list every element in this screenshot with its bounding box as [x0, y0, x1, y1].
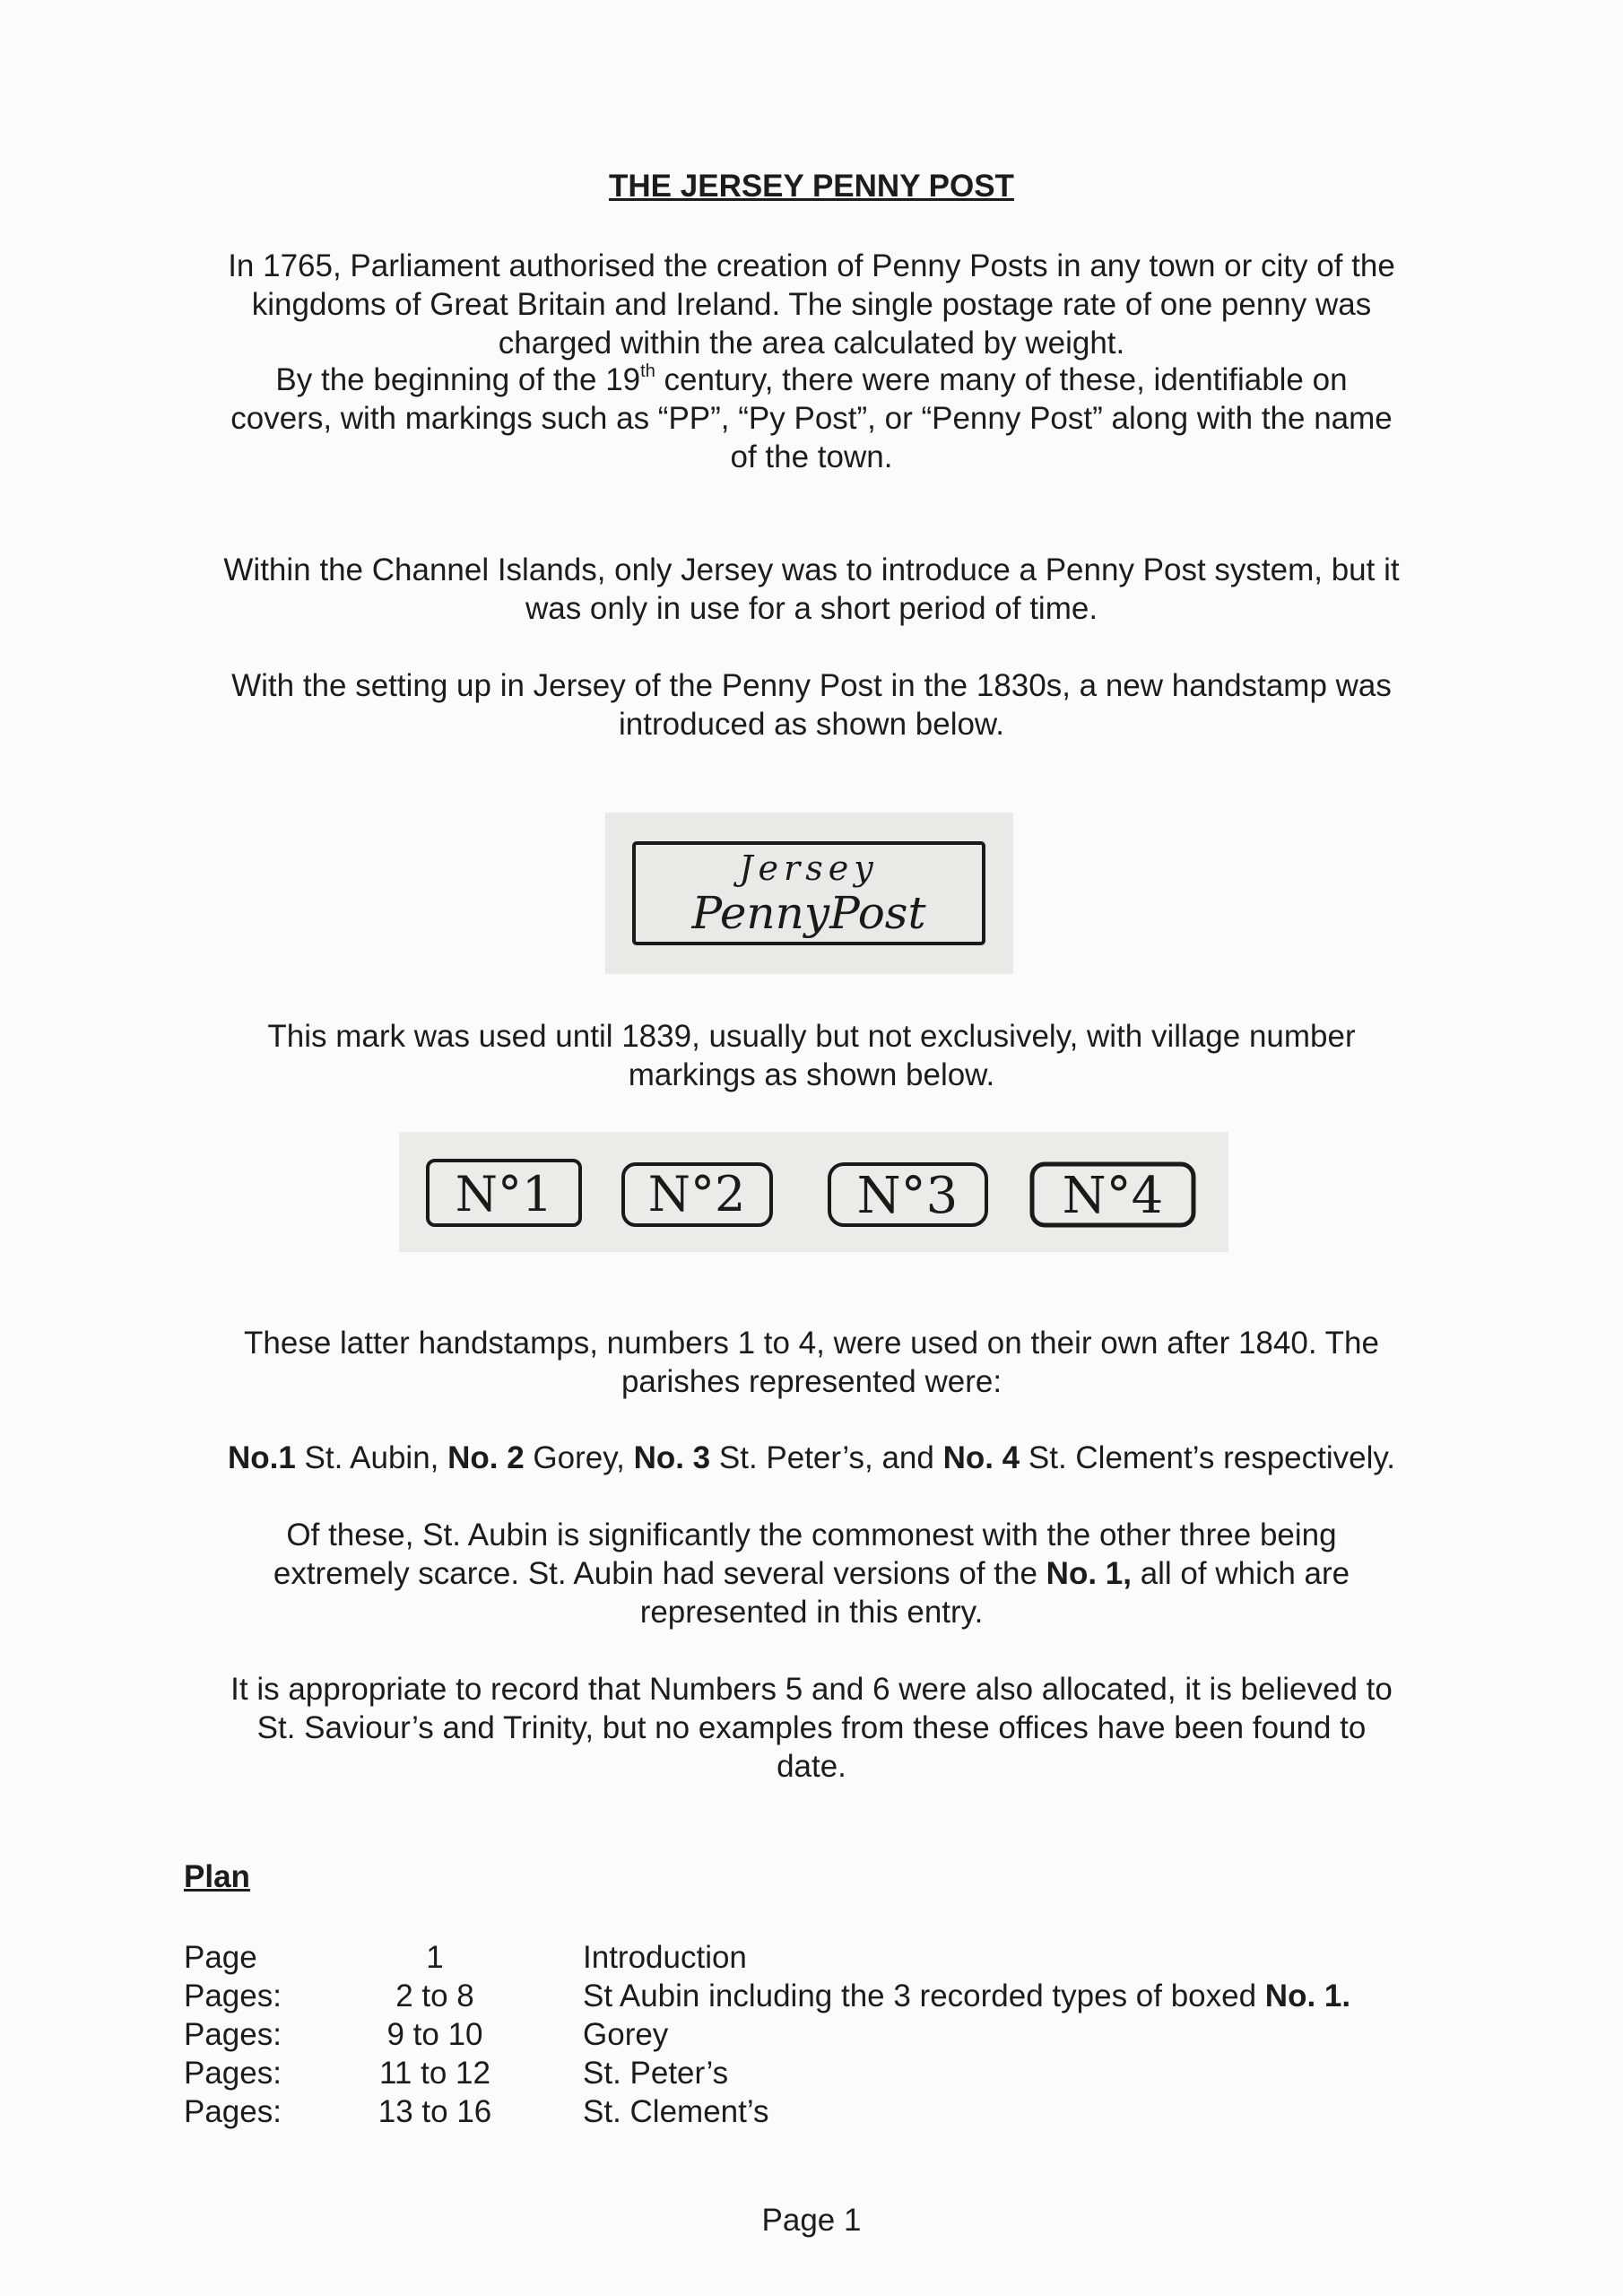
jersey-penny-post-handstamp-image	[605, 813, 1013, 974]
paragraph-handstamp-intro	[170, 666, 1453, 744]
handstamp-line2: PennyPost	[691, 887, 926, 939]
handstamp-line1: Jersey	[739, 848, 879, 888]
text-line: Within the Channel Islands, only Jersey was to introduce a Penny Post system, but it	[223, 552, 1400, 587]
text-line: With the setting up in Jersey of the Penny Post in the 1830s, a new handstamp was	[231, 668, 1392, 703]
paragraph-handstamps-after-1840	[170, 1324, 1453, 1401]
text-line: This mark was used until 1839, usually but not exclusively, with village number	[267, 1019, 1356, 1054]
text-line: kingdoms of Great Britain and Ireland. The single postage rate of one penny was	[251, 287, 1372, 322]
paragraph-parishes	[170, 1439, 1453, 1477]
text-line: By the beginning of the 19th century, there were many of these, identifiable on	[275, 361, 1348, 397]
marking-no2: N°2	[647, 1166, 746, 1222]
paragraph-19th-century	[170, 361, 1453, 476]
text-line: charged within the area calculated by weight.	[498, 326, 1125, 361]
text-line: These latter handstamps, numbers 1 to 4, were used on their own after 1840. The	[244, 1326, 1379, 1361]
marking-no3: N°3	[856, 1167, 959, 1225]
text-line: It is appropriate to record that Numbers 5 and 6 were also allocated, it is believed to	[230, 1672, 1393, 1707]
text-line: In 1765, Parliament authorised the creation of Penny Posts in any town or city of the	[228, 248, 1395, 283]
text-line: introduced as shown below.	[619, 707, 1004, 742]
plan-row: Pages: 9 to 10 Gorey	[184, 2017, 669, 2052]
plan-heading: Plan	[184, 1859, 250, 1894]
plan-row: Page 1 Introduction	[184, 1940, 747, 1975]
text-line: No.1 St. Aubin, No. 2 Gorey, No. 3 St. Peter’s, and No. 4 St. Clement’s respectively.	[227, 1440, 1396, 1475]
page-number: Page 1	[761, 2203, 862, 2238]
page-title: THE JERSEY PENNY POST	[609, 169, 1014, 204]
marking-no4: N°4	[1062, 1167, 1164, 1225]
text-line: St. Saviour’s and Trinity, but no examples from these offices have been found to	[256, 1710, 1367, 1745]
text-line: covers, with markings such as “PP”, “Py Post”, or “Penny Post” along with the name	[230, 401, 1393, 436]
text-line: date.	[777, 1749, 846, 1784]
plan-row: Pages: 2 to 8 St Aubin including the 3 recorded types of boxed No. 1.	[184, 1979, 1351, 2013]
text-line: markings as shown below.	[628, 1057, 995, 1092]
paragraph-mark-usage	[170, 1017, 1453, 1094]
paragraph-channel-islands	[170, 551, 1453, 628]
text-line: was only in use for a short period of time.	[525, 591, 1098, 626]
text-line: Of these, St. Aubin is significantly the commonest with the other three being	[286, 1518, 1337, 1552]
text-line: represented in this entry.	[639, 1595, 984, 1630]
marking-no1: N°1	[455, 1166, 553, 1222]
text-line: of the town.	[730, 439, 893, 474]
plan-row: Pages: 11 to 12 St. Peter’s	[184, 2056, 729, 2091]
paragraph-st-aubin	[170, 1516, 1453, 1631]
paragraph-intro	[170, 247, 1453, 362]
paragraph-numbers-5-6	[170, 1670, 1453, 1786]
plan-row: Pages: 13 to 16 St. Clement’s	[184, 2094, 769, 2129]
text-line: parishes represented were:	[621, 1364, 1002, 1399]
text-line: extremely scarce. St. Aubin had several versions of the No. 1, all of which are	[273, 1556, 1350, 1591]
village-number-markings-image	[399, 1132, 1228, 1252]
plan-table	[184, 1938, 1439, 2131]
